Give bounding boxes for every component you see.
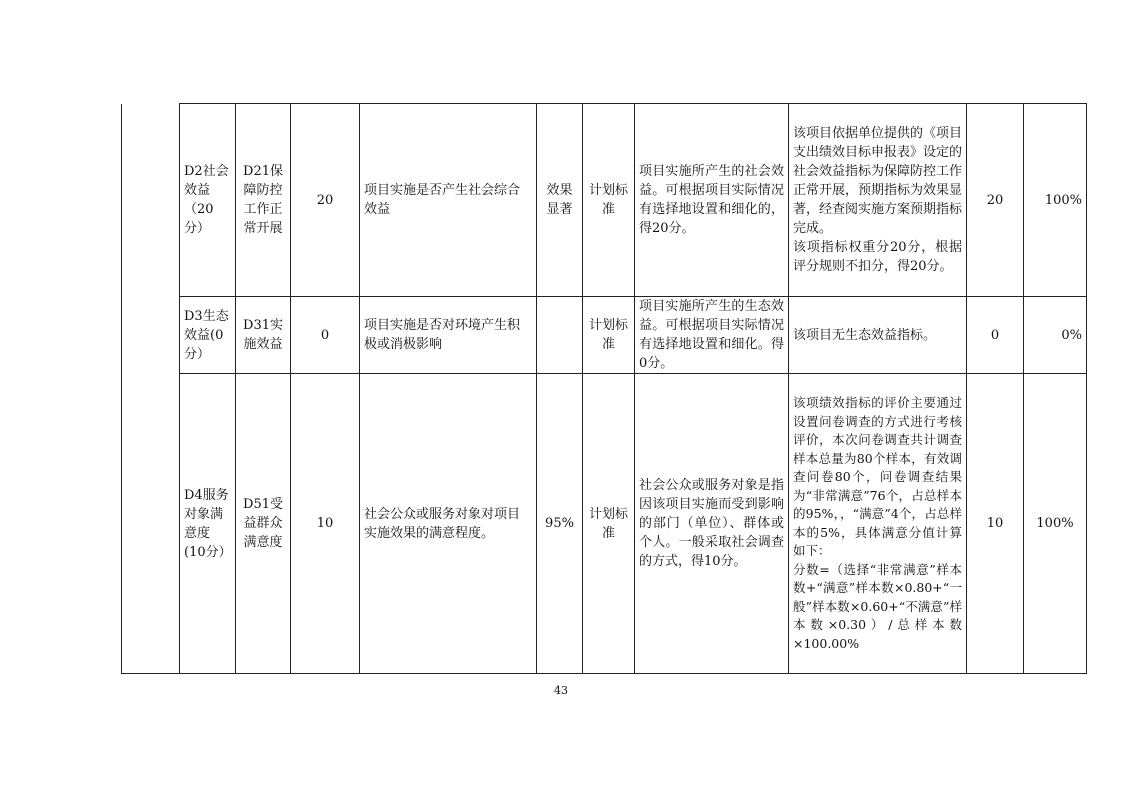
evaluation-analysis: 该项目依据单位提供的《项目支出绩效目标申报表》设定的社会效益指标为保障防控工作正常开展，预期指标为效果显著，经查阅实施方案预期指标完成。 该项指标权重分20分，根据评分规则不扣分，得20分。: [789, 104, 967, 297]
tertiary-indicator: D31实施效益: [236, 297, 291, 374]
primary-indicator-cell: [122, 104, 180, 674]
evaluation-basis: 计划标准: [583, 297, 635, 374]
secondary-indicator: D4服务对象满意度(10分）: [180, 374, 236, 674]
indicator-content: 项目实施是否对环境产生积极或消极影响: [360, 297, 537, 374]
secondary-indicator: D3生态效益(0分）: [180, 297, 236, 374]
evaluation-analysis: 该项目无生态效益指标。: [789, 297, 967, 374]
tertiary-indicator: D51受益群众满意度: [236, 374, 291, 674]
scoring-criteria: 项目实施所产生的生态效益。可根据项目实际情况有选择地设置和细化。得0分。: [635, 297, 789, 374]
score: 10: [967, 374, 1024, 674]
secondary-indicator: D2社会效益（20分）: [180, 104, 236, 297]
indicator-content: 社会公众或服务对象对项目实施效果的满意程度。: [360, 374, 537, 674]
evaluation-basis: 计划标准: [583, 104, 635, 297]
indicator-content: 项目实施是否产生社会综合效益: [360, 104, 537, 297]
score-rate: 100%: [1024, 104, 1087, 297]
page-number: 43: [554, 684, 568, 697]
target-value: [537, 297, 583, 374]
score-rate: 0%: [1024, 297, 1087, 374]
table-row: [122, 297, 1087, 374]
evaluation-analysis: 该项绩效指标的评价主要通过设置问卷调查的方式进行考核评价，本次问卷调查共计调查样本总量为80个样本，有效调查问卷80个，问卷调查结果为“非常满意”76个，占总样本的95%，，“满意”4个，占总样本的5%，具体满意分值计算如下： 分数=（选择“非常满意”样本数+“满意”样本数×0.80+“一般”样本数×0.60+“不满意”样本数×0.30）/总样本数×100.00%: [789, 374, 967, 674]
score: 20: [967, 104, 1024, 297]
table-row: [122, 374, 1087, 674]
table-row: [122, 104, 1087, 297]
target-value: 效果显著: [537, 104, 583, 297]
performance-evaluation-table: [121, 103, 1087, 674]
target-value: 95%: [537, 374, 583, 674]
score: 0: [967, 297, 1024, 374]
indicator-weight: 10: [291, 374, 360, 674]
scoring-criteria: 项目实施所产生的社会效益。可根据项目实际情况有选择地设置和细化的，得20分。: [635, 104, 789, 297]
score-rate: 100%: [1024, 374, 1087, 674]
evaluation-basis: 计划标准: [583, 374, 635, 674]
scoring-criteria: 社会公众或服务对象是指因该项目实施而受到影响的部门（单位）、群体或个人。一般采取社会调查的方式，得10分。: [635, 374, 789, 674]
indicator-weight: 0: [291, 297, 360, 374]
tertiary-indicator: D21保障防控工作正常开展: [236, 104, 291, 297]
indicator-weight: 20: [291, 104, 360, 297]
